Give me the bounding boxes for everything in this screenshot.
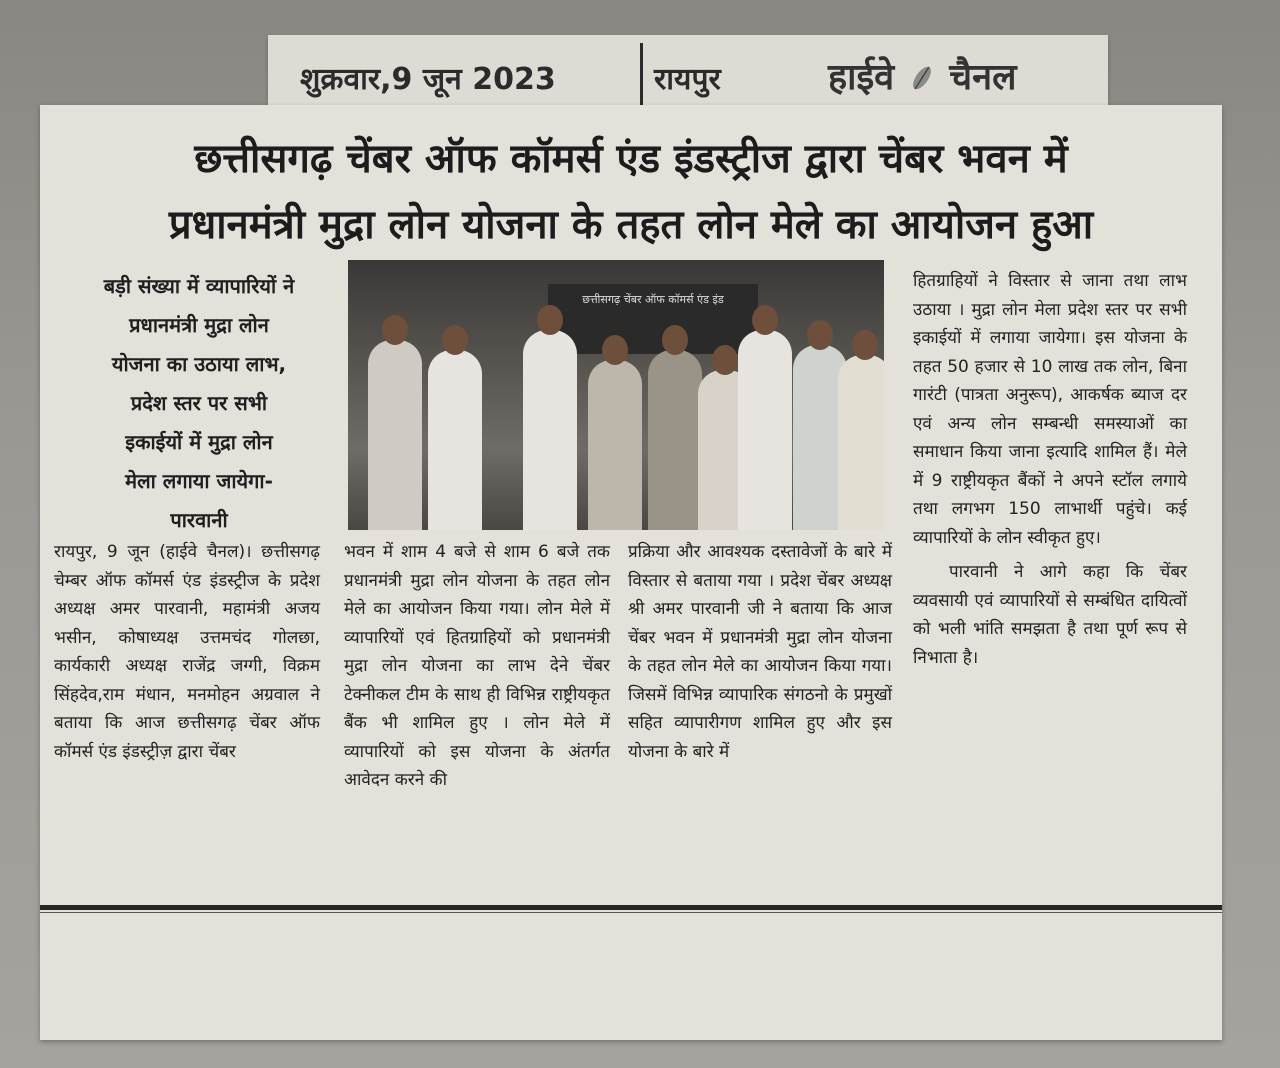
newspaper-masthead <box>828 51 1016 100</box>
photo-person-head <box>602 335 628 365</box>
subhead-line: प्रधानमंत्री मुद्रा लोन <box>129 313 269 337</box>
column-text: हितग्राहियों ने विस्तार से जाना तथा लाभ उठाया । मुद्रा लोन मेला प्रदेश स्तर पर सभी इकाईयों में लगाया जायेगा। इस योजना के तहत 50 हजार से 10 लाख तक लोन, बिना गारंटी (पात्रता अनुरूप), आकर्षक ब्याज दर एवं अन्य लोन सम्बन्धी समस्याओं का समाधान किया जाना इत्यादि शामिल हैं। मेले में 9 राष्ट्रीयकृत बैंकों ने अपने स्टॉल लगाये तथा लगभग 150 लाभार्थी पहुंचे। कई व्यापारियों के लोन स्वीकृत हुए। <box>913 271 1187 548</box>
photo-person-head <box>662 325 688 355</box>
masthead-part1: हाईवे <box>828 57 895 98</box>
subhead-line: पारवानी <box>170 508 228 532</box>
header-divider <box>640 43 643 109</box>
bottom-rule <box>40 905 1222 910</box>
photo-person-head <box>852 330 878 360</box>
photo-person <box>588 360 642 530</box>
photo-person-head <box>752 305 778 335</box>
pen-nib-icon <box>911 63 933 93</box>
headline-line-1: छत्तीसगढ़ चेंबर ऑफ कॉमर्स एंड इंडस्ट्रीज द्वारा चेंबर भवन में <box>194 136 1068 182</box>
photo-person <box>428 350 482 530</box>
photo-person-head <box>382 315 408 345</box>
photo-person <box>523 330 577 530</box>
photo-person <box>368 340 422 530</box>
column-text: रायपुर, 9 जून (हाईवे चैनल)। छत्तीसगढ़ चेम्बर ऑफ कॉमर्स एंड इंडस्ट्रीज के प्रदेश अध्यक्ष अमर पारवानी, महामंत्री अजय भसीन, कोषाध्यक्ष उत्तमचंद गोलछा, कार्यकारी अध्यक्ष राजेंद्र जग्गी, विक्रम सिंहदेव,राम मंधान, मनमोहन अग्रवाल ने बताया कि आज छत्तीसगढ़ चेंबर ऑफ कॉमर्स एंड इंडस्ट्रीज़ द्वारा चेंबर <box>54 542 320 762</box>
masthead-part2: चैनल <box>949 57 1017 98</box>
subhead-line: प्रदेश स्तर पर सभी <box>130 391 268 415</box>
photo-person-head <box>712 345 738 375</box>
publication-date: शुक्रवार,9 जून 2023 <box>300 62 556 97</box>
subhead-line: इकाईयों में मुद्रा लोन <box>125 430 273 454</box>
column-text: भवन में शाम 4 बजे से शाम 6 बजे तक प्रधानमंत्री मुद्रा लोन योजना के तहत लोन मेले का आयोजन किया गया। लोन मेले में व्यापारियों एवं हितग्राहियों को प्रधानमंत्री मुद्रा लोन योजना का लाभ देने चेंबर टेक्नीकल टीम के साथ ही विभिन्न राष्ट्रीयकृत बैंक भी शामिल हुए । लोन मेले में व्यापारियों को इस योजना के अंतर्गत आवेदन करने की <box>344 542 610 790</box>
article-column-2 <box>344 538 610 795</box>
photo-banner: छत्तीसगढ़ चेंबर ऑफ कॉमर्स एंड इंड <box>548 284 758 354</box>
subhead-line: बड़ी संख्या में व्यापारियों ने <box>103 274 295 298</box>
column-text: प्रक्रिया और आवश्यक दस्तावेजों के बारे में विस्तार से बताया गया । प्रदेश चेंबर अध्यक्ष श्री अमर पारवानी जी ने बताया कि आज चेंबर भवन में प्रधानमंत्री मुद्रा लोन योजना के तहत लोन मेले का आयोजन किया गया। जिसमें विभिन्न व्यापारिक संगठनो के प्रमुखों सहित व्यापारीगण शामिल हुए और इस योजना के बारे में <box>628 542 892 762</box>
photo-person <box>738 330 792 530</box>
article-column-3 <box>628 538 892 766</box>
photo-person <box>648 350 702 530</box>
article-column-1 <box>54 538 320 766</box>
event-photo <box>348 260 884 530</box>
subhead-line: योजना का उठाया लाभ, <box>111 352 287 376</box>
subhead-line: मेला लगाया जायेगा- <box>125 469 273 493</box>
article-column-4 <box>913 267 1187 672</box>
photo-person <box>838 355 884 530</box>
bottom-rule-thin <box>40 912 1222 913</box>
column-text: पारवानी ने आगे कहा कि चेंबर व्यवसायी एवं व्यापारियों से सम्बंधित दायित्वों को भली भांति समझता है तथा पूर्ण रूप से निभाता है। <box>913 562 1187 668</box>
photo-person-head <box>807 320 833 350</box>
photo-person-head <box>442 325 468 355</box>
edition-city: रायपुर <box>654 62 721 97</box>
subheadline <box>54 267 344 540</box>
headline-line-2: प्रधानमंत्री मुद्रा लोन योजना के तहत लोन मेले का आयोजन हुआ <box>168 202 1094 248</box>
news-clipping <box>40 105 1222 1040</box>
photo-person-head <box>537 305 563 335</box>
